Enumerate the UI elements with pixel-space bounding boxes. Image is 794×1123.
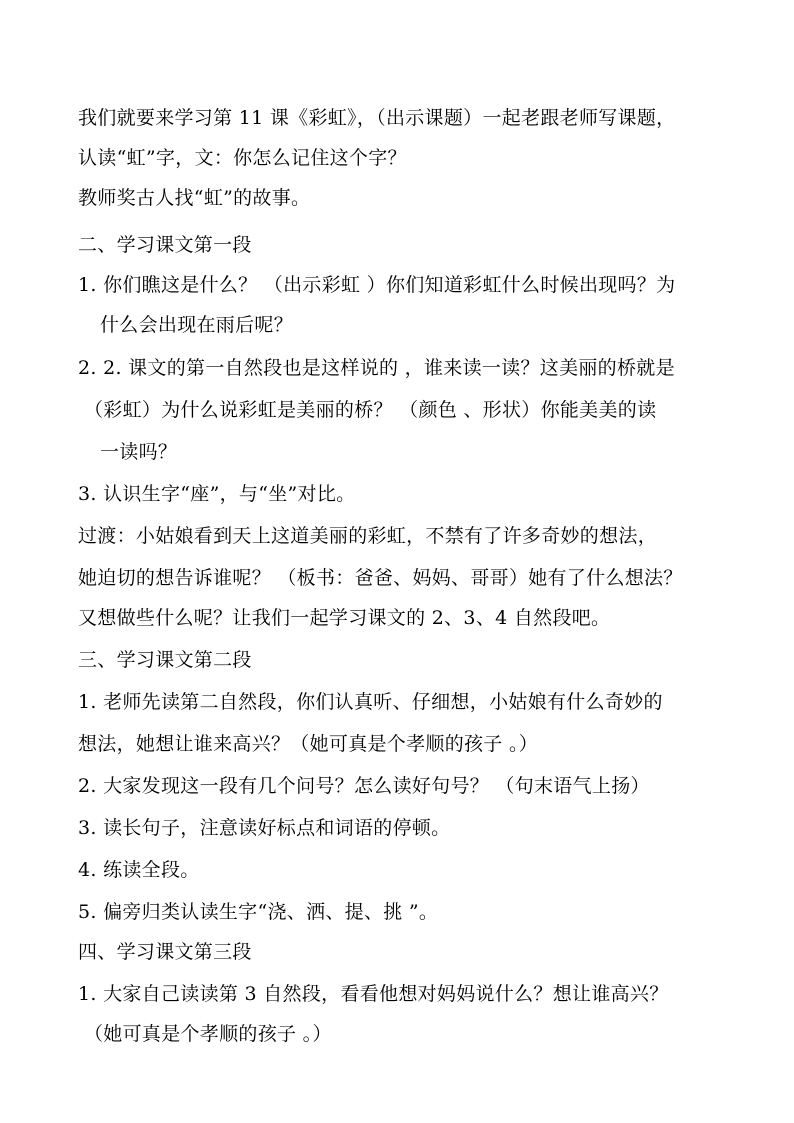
text-line-1-1-cont: 什么会出现在雨后呢？	[100, 314, 294, 336]
text-line-1-2: 2. 2. 课文的第一自然段也是这样说的 ，谁来读一读？这美丽的桥就是	[78, 357, 675, 379]
text-line-transition-cont: 她迫切的想告诉谁呢？ （板书：爸爸、妈妈、哥哥）她有了什么想法？	[78, 567, 683, 589]
section-heading-4: 四、学习课文第三段	[78, 941, 252, 963]
text-line-2-5: 5. 偏旁归类认读生字“浇、洒、提、挑 ”。	[78, 901, 439, 923]
section-heading-3: 三、学习课文第二段	[78, 649, 252, 671]
text-line-2-1-cont: 想法，她想让谁来高兴？（她可真是个孝顺的孩子 。）	[78, 733, 539, 755]
text-line-transition-cont2: 又想做些什么呢？让我们一起学习课文的 2、3、4 自然段吧。	[78, 607, 611, 629]
text-line-lesson-intro: 我们就要来学习第 11 课《彩虹》，（出示课题）一起老跟老师写课题，	[78, 107, 676, 129]
text-line-1-1: 1. 你们瞧这是什么？ （出示彩虹 ）你们知道彩虹什么时候出现吗？为	[78, 274, 676, 296]
text-line-1-3: 3. 认识生字“座”，与“坐”对比。	[78, 483, 356, 505]
text-line-teacher-story: 教师奖古人找“虹”的故事。	[78, 187, 311, 209]
text-line-1-2-cont2: 一读吗？	[100, 441, 178, 463]
text-line-transition: 过渡：小姑娘看到天上这道美丽的彩虹，不禁有了许多奇妙的想法，	[78, 525, 658, 547]
text-line-2-4: 4. 练读全段。	[78, 859, 200, 881]
text-line-3-1: 1. 大家自己读读第 3 自然段，看看他想对妈妈说什么？想让谁高兴？	[78, 983, 669, 1005]
text-line-read-hong: 认读“虹”字，文：你怎么记住这个字？	[78, 147, 407, 169]
text-line-1-2-cont: （彩虹）为什么说彩虹是美丽的桥？ （颜色 、形状）你能美美的读	[84, 399, 657, 421]
text-line-3-1-cont: （她可真是个孝顺的孩子 。）	[84, 1023, 332, 1045]
text-line-2-1: 1. 老师先读第二自然段，你们认真听、仔细想，小姑娘有什么奇妙的	[78, 691, 663, 713]
text-line-2-3: 3. 读长句子，注意读好标点和词语的停顿。	[78, 817, 451, 839]
section-heading-2: 二、学习课文第一段	[78, 234, 252, 256]
text-line-2-2: 2. 大家发现这一段有几个问号？怎么读好句号？ （句末语气上扬）	[78, 775, 650, 797]
